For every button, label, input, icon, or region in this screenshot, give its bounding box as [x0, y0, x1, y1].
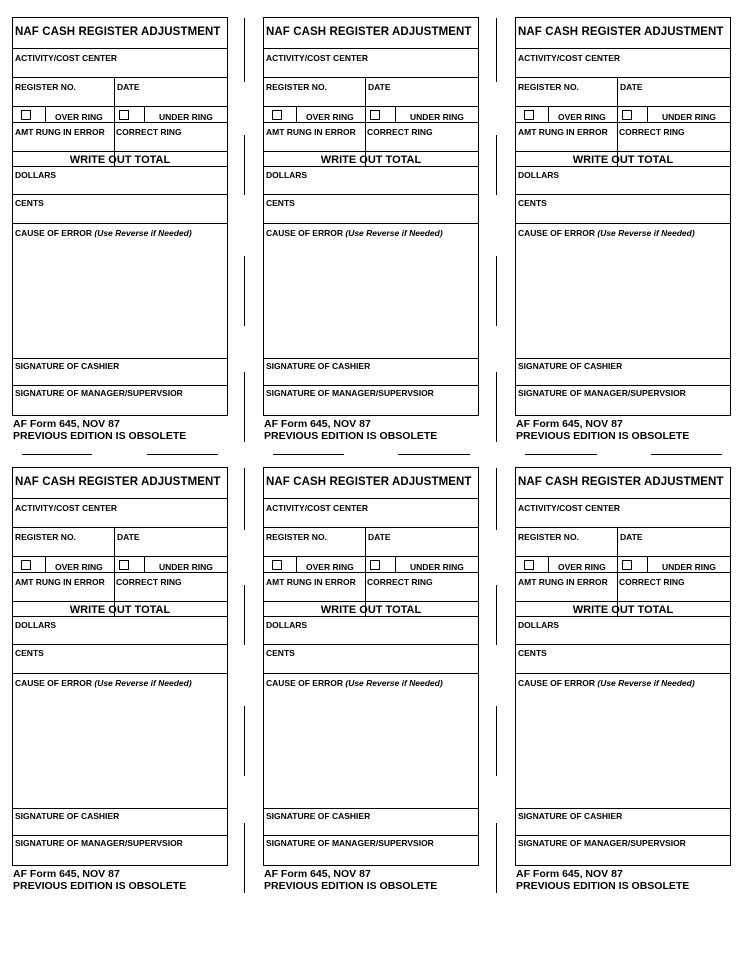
use-reverse-note: (Use Reverse if Needed) [94, 678, 192, 688]
over-ring-label: OVER RING [55, 562, 103, 572]
under-ring-label: UNDER RING [410, 112, 464, 122]
divider [264, 527, 478, 528]
divider [516, 194, 730, 195]
form-footer [13, 418, 186, 442]
signature-of-cashier-label: SIGNATURE OF CASHIER [15, 361, 120, 371]
divider [13, 223, 227, 224]
over-ring-label: OVER RING [55, 112, 103, 122]
correct-ring-label: CORRECT RING [367, 127, 433, 137]
divider [264, 48, 478, 49]
register-no-label: REGISTER NO. [266, 532, 327, 542]
cause-of-error-text: CAUSE OF ERROR [15, 678, 92, 688]
form-footer [264, 868, 437, 892]
over-ring-checkbox[interactable] [524, 110, 534, 120]
divider [264, 808, 478, 809]
cash-register-adjustment-form [12, 467, 228, 866]
activity-cost-center-label: ACTIVITY/COST CENTER [266, 53, 369, 63]
form-title: NAF CASH REGISTER ADJUSTMENT [518, 476, 724, 488]
cause-of-error-label [15, 678, 192, 688]
write-out-total-heading: WRITE OUT TOTAL [69, 604, 171, 616]
over-ring-label: OVER RING [306, 562, 354, 572]
column-divider [144, 106, 145, 122]
divider [264, 835, 478, 836]
cut-mark-vertical [244, 706, 245, 776]
amt-rung-in-error-label: AMT RUNG IN ERROR [518, 127, 608, 137]
form-number: AF Form 645, NOV 87 [516, 418, 623, 430]
correct-ring-label: CORRECT RING [619, 577, 685, 587]
divider [13, 616, 227, 617]
divider [13, 48, 227, 49]
date-label: DATE [620, 82, 643, 92]
cut-mark-horizontal [525, 454, 597, 455]
divider [516, 77, 730, 78]
signature-of-manager-label: SIGNATURE OF MANAGER/SUPERVSIOR [15, 388, 183, 398]
cut-mark-horizontal [147, 454, 218, 455]
signature-of-manager-label: SIGNATURE OF MANAGER/SUPERVSIOR [15, 838, 183, 848]
activity-cost-center-label: ACTIVITY/COST CENTER [15, 53, 118, 63]
signature-of-cashier-label: SIGNATURE OF CASHIER [266, 361, 371, 371]
divider [13, 166, 227, 167]
cash-register-adjustment-form [263, 17, 479, 416]
cause-of-error-text: CAUSE OF ERROR [266, 228, 343, 238]
divider [264, 166, 478, 167]
signature-of-cashier-label: SIGNATURE OF CASHIER [15, 811, 120, 821]
correct-ring-label: CORRECT RING [116, 577, 182, 587]
cash-register-adjustment-form [515, 17, 731, 416]
dollars-label: DOLLARS [15, 620, 57, 630]
dollars-label: DOLLARS [15, 170, 57, 180]
cut-mark-vertical [244, 135, 245, 195]
under-ring-checkbox[interactable] [119, 560, 129, 570]
divider [516, 616, 730, 617]
over-ring-checkbox[interactable] [272, 110, 282, 120]
activity-cost-center-label: ACTIVITY/COST CENTER [266, 503, 369, 513]
under-ring-label: UNDER RING [662, 562, 716, 572]
cut-mark-horizontal [398, 454, 470, 455]
correct-ring-label: CORRECT RING [619, 127, 685, 137]
under-ring-label: UNDER RING [410, 562, 464, 572]
cents-label: CENTS [266, 648, 295, 658]
cents-label: CENTS [15, 198, 44, 208]
under-ring-checkbox[interactable] [622, 110, 632, 120]
cut-mark-horizontal [22, 454, 92, 455]
cut-mark-vertical [244, 372, 245, 442]
date-label: DATE [368, 532, 391, 542]
cut-mark-vertical [496, 585, 497, 645]
cause-of-error-label [266, 228, 443, 238]
cut-mark-vertical [496, 18, 497, 82]
under-ring-checkbox[interactable] [119, 110, 129, 120]
write-out-total-heading: WRITE OUT TOTAL [572, 604, 674, 616]
cut-mark-horizontal [273, 454, 344, 455]
amt-rung-in-error-label: AMT RUNG IN ERROR [15, 577, 105, 587]
cash-register-adjustment-form [515, 467, 731, 866]
divider [516, 166, 730, 167]
divider [13, 572, 227, 573]
date-label: DATE [117, 82, 140, 92]
cents-label: CENTS [15, 648, 44, 658]
signature-of-cashier-label: SIGNATURE OF CASHIER [518, 361, 623, 371]
form-footer [264, 418, 437, 442]
edition-note: PREVIOUS EDITION IS OBSOLETE [264, 430, 438, 442]
column-divider [548, 106, 549, 122]
column-divider [144, 556, 145, 572]
signature-of-manager-label: SIGNATURE OF MANAGER/SUPERVSIOR [518, 838, 686, 848]
cut-mark-vertical [244, 823, 245, 893]
dollars-label: DOLLARS [518, 170, 560, 180]
divider [264, 673, 478, 674]
over-ring-label: OVER RING [306, 112, 354, 122]
amt-rung-in-error-label: AMT RUNG IN ERROR [15, 127, 105, 137]
column-divider [296, 556, 297, 572]
cents-label: CENTS [518, 198, 547, 208]
cause-of-error-text: CAUSE OF ERROR [518, 228, 595, 238]
cause-of-error-label [518, 228, 695, 238]
form-number: AF Form 645, NOV 87 [264, 868, 371, 880]
edition-note: PREVIOUS EDITION IS OBSOLETE [516, 880, 690, 892]
date-label: DATE [117, 532, 140, 542]
under-ring-label: UNDER RING [159, 562, 213, 572]
divider [516, 572, 730, 573]
dollars-label: DOLLARS [266, 620, 308, 630]
signature-of-manager-label: SIGNATURE OF MANAGER/SUPERVSIOR [518, 388, 686, 398]
form-footer [516, 868, 689, 892]
divider [13, 498, 227, 499]
edition-note: PREVIOUS EDITION IS OBSOLETE [516, 430, 690, 442]
divider [516, 527, 730, 528]
cash-register-adjustment-form [263, 467, 479, 866]
form-footer [13, 868, 186, 892]
cents-label: CENTS [518, 648, 547, 658]
divider [264, 601, 478, 602]
divider [264, 616, 478, 617]
signature-of-cashier-label: SIGNATURE OF CASHIER [518, 811, 623, 821]
cause-of-error-text: CAUSE OF ERROR [15, 228, 92, 238]
cut-mark-vertical [496, 468, 497, 530]
divider [516, 498, 730, 499]
column-divider [647, 106, 648, 122]
cash-register-adjustment-form [12, 17, 228, 416]
use-reverse-note: (Use Reverse if Needed) [345, 228, 443, 238]
divider [264, 498, 478, 499]
over-ring-label: OVER RING [558, 562, 606, 572]
edition-note: PREVIOUS EDITION IS OBSOLETE [13, 880, 187, 892]
column-divider [296, 106, 297, 122]
divider [264, 122, 478, 123]
correct-ring-label: CORRECT RING [367, 577, 433, 587]
register-no-label: REGISTER NO. [15, 532, 76, 542]
divider [264, 223, 478, 224]
divider [516, 48, 730, 49]
use-reverse-note: (Use Reverse if Needed) [345, 678, 443, 688]
divider [516, 835, 730, 836]
signature-of-cashier-label: SIGNATURE OF CASHIER [266, 811, 371, 821]
divider [516, 644, 730, 645]
dollars-label: DOLLARS [518, 620, 560, 630]
under-ring-label: UNDER RING [159, 112, 213, 122]
divider [13, 358, 227, 359]
signature-of-manager-label: SIGNATURE OF MANAGER/SUPERVSIOR [266, 388, 434, 398]
divider [13, 527, 227, 528]
write-out-total-heading: WRITE OUT TOTAL [572, 154, 674, 166]
under-ring-checkbox[interactable] [370, 560, 380, 570]
cut-mark-vertical [244, 585, 245, 645]
divider [13, 673, 227, 674]
divider [13, 835, 227, 836]
divider [264, 77, 478, 78]
form-title: NAF CASH REGISTER ADJUSTMENT [266, 26, 472, 38]
divider [516, 673, 730, 674]
register-no-label: REGISTER NO. [518, 82, 579, 92]
divider [516, 358, 730, 359]
amt-rung-in-error-label: AMT RUNG IN ERROR [266, 577, 356, 587]
divider [516, 385, 730, 386]
divider [516, 151, 730, 152]
over-ring-checkbox[interactable] [524, 560, 534, 570]
divider [13, 122, 227, 123]
cut-mark-vertical [244, 256, 245, 326]
divider [13, 77, 227, 78]
activity-cost-center-label: ACTIVITY/COST CENTER [518, 503, 621, 513]
divider [264, 385, 478, 386]
register-no-label: REGISTER NO. [15, 82, 76, 92]
divider [264, 572, 478, 573]
divider [264, 151, 478, 152]
column-divider [395, 556, 396, 572]
divider [13, 151, 227, 152]
divider [516, 122, 730, 123]
use-reverse-note: (Use Reverse if Needed) [597, 228, 695, 238]
cause-of-error-label [518, 678, 695, 688]
divider [13, 385, 227, 386]
under-ring-checkbox[interactable] [622, 560, 632, 570]
over-ring-label: OVER RING [558, 112, 606, 122]
form-number: AF Form 645, NOV 87 [13, 418, 120, 430]
edition-note: PREVIOUS EDITION IS OBSOLETE [264, 880, 438, 892]
cut-mark-vertical [244, 468, 245, 530]
form-title: NAF CASH REGISTER ADJUSTMENT [15, 476, 221, 488]
divider [516, 808, 730, 809]
column-divider [548, 556, 549, 572]
column-divider [395, 106, 396, 122]
form-title: NAF CASH REGISTER ADJUSTMENT [518, 26, 724, 38]
date-label: DATE [368, 82, 391, 92]
divider [13, 644, 227, 645]
cause-of-error-text: CAUSE OF ERROR [518, 678, 595, 688]
form-footer [516, 418, 689, 442]
cut-mark-vertical [496, 706, 497, 776]
over-ring-checkbox[interactable] [21, 110, 31, 120]
register-no-label: REGISTER NO. [518, 532, 579, 542]
dollars-label: DOLLARS [266, 170, 308, 180]
write-out-total-heading: WRITE OUT TOTAL [320, 604, 422, 616]
cut-mark-vertical [496, 823, 497, 893]
form-title: NAF CASH REGISTER ADJUSTMENT [15, 26, 221, 38]
cause-of-error-label [266, 678, 443, 688]
use-reverse-note: (Use Reverse if Needed) [597, 678, 695, 688]
write-out-total-heading: WRITE OUT TOTAL [69, 154, 171, 166]
divider [264, 644, 478, 645]
form-number: AF Form 645, NOV 87 [264, 418, 371, 430]
divider [264, 358, 478, 359]
amt-rung-in-error-label: AMT RUNG IN ERROR [518, 577, 608, 587]
column-divider [45, 556, 46, 572]
cut-mark-horizontal [651, 454, 722, 455]
under-ring-label: UNDER RING [662, 112, 716, 122]
date-label: DATE [620, 532, 643, 542]
cents-label: CENTS [266, 198, 295, 208]
signature-of-manager-label: SIGNATURE OF MANAGER/SUPERVSIOR [266, 838, 434, 848]
divider [13, 808, 227, 809]
over-ring-checkbox[interactable] [272, 560, 282, 570]
cause-of-error-text: CAUSE OF ERROR [266, 678, 343, 688]
amt-rung-in-error-label: AMT RUNG IN ERROR [266, 127, 356, 137]
form-number: AF Form 645, NOV 87 [516, 868, 623, 880]
use-reverse-note: (Use Reverse if Needed) [94, 228, 192, 238]
column-divider [45, 106, 46, 122]
divider [516, 223, 730, 224]
activity-cost-center-label: ACTIVITY/COST CENTER [15, 503, 118, 513]
column-divider [647, 556, 648, 572]
cut-mark-vertical [244, 18, 245, 82]
activity-cost-center-label: ACTIVITY/COST CENTER [518, 53, 621, 63]
cut-mark-vertical [496, 135, 497, 195]
register-no-label: REGISTER NO. [266, 82, 327, 92]
correct-ring-label: CORRECT RING [116, 127, 182, 137]
divider [516, 601, 730, 602]
write-out-total-heading: WRITE OUT TOTAL [320, 154, 422, 166]
over-ring-checkbox[interactable] [21, 560, 31, 570]
divider [264, 194, 478, 195]
cause-of-error-label [15, 228, 192, 238]
form-number: AF Form 645, NOV 87 [13, 868, 120, 880]
divider [13, 194, 227, 195]
edition-note: PREVIOUS EDITION IS OBSOLETE [13, 430, 187, 442]
form-title: NAF CASH REGISTER ADJUSTMENT [266, 476, 472, 488]
divider [13, 601, 227, 602]
cut-mark-vertical [496, 372, 497, 442]
cut-mark-vertical [496, 256, 497, 326]
under-ring-checkbox[interactable] [370, 110, 380, 120]
